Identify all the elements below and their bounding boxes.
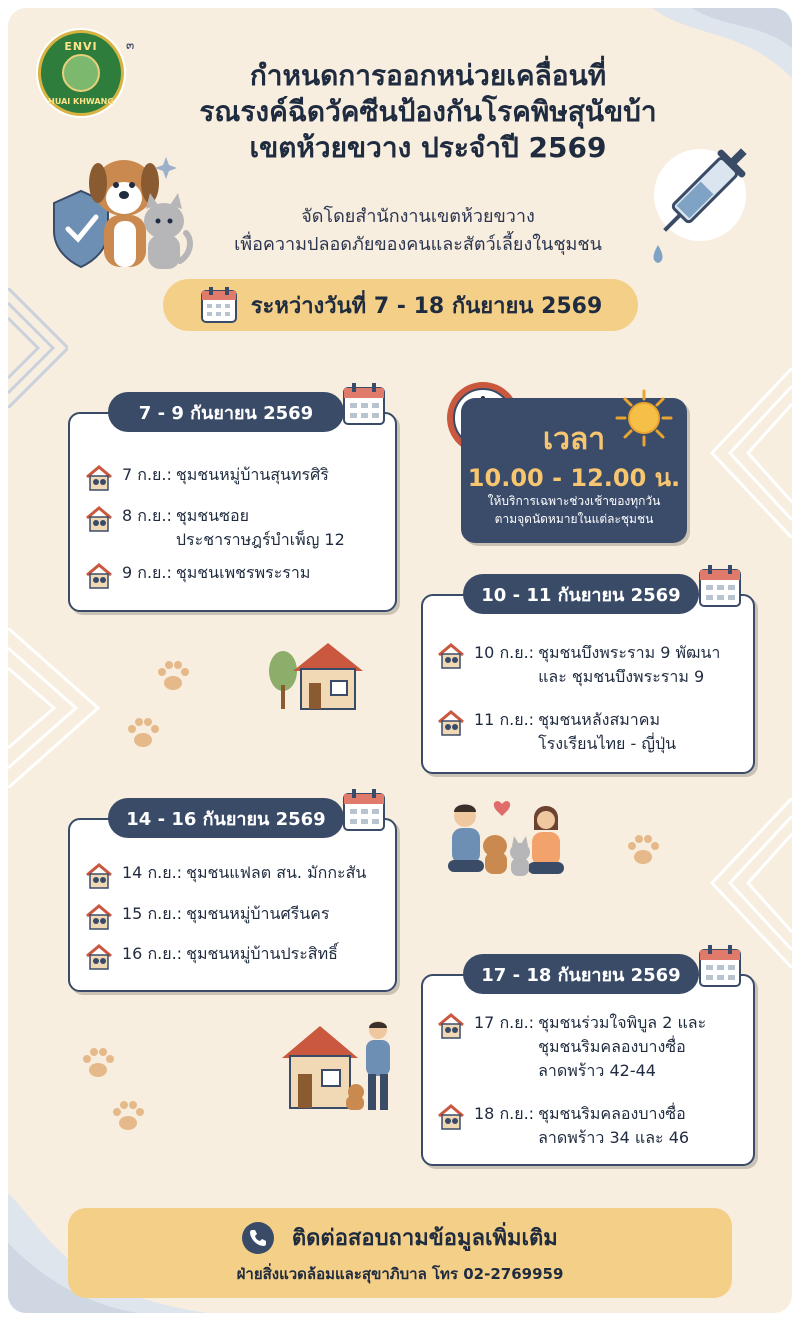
syringe-icon: [638, 133, 748, 268]
paw-print-icon: [108, 1096, 148, 1136]
decorative-stripes-left: [8, 288, 68, 408]
community-house-icon: [84, 504, 114, 534]
calendar-icon: [342, 788, 386, 832]
entry-day: 15 ก.ย.:: [122, 904, 183, 923]
calendar-icon: [698, 564, 742, 608]
paw-print-icon: [623, 830, 663, 870]
schedule-entry: [436, 641, 720, 689]
entry-place: ชุมชนริมคลองบางซื่อ ลาดพร้าว 34 และ 46: [538, 1104, 690, 1147]
house-man-dog-icon: [280, 1018, 400, 1113]
subtitle-line-2: เพื่อความปลอดภัยของคนและสัตว์เลี้ยงในชุมชน: [234, 234, 602, 255]
community-house-icon: [84, 561, 114, 591]
entry-day: 11 ก.ย.:: [474, 710, 535, 729]
entry-day: 8 ก.ย.:: [122, 506, 172, 525]
community-house-icon: [436, 1011, 466, 1041]
family-pets-icon: [440, 788, 570, 883]
entry-place: ชุมชนหมู่บ้านประสิทธิ์: [186, 944, 338, 963]
schedule-card-1-header: 7 - 9 กันยายน 2569: [108, 392, 344, 432]
schedule-card-4-header: 17 - 18 กันยายน 2569: [463, 954, 699, 994]
entry-place: ชุมชนแฟลต สน. มักกะสัน: [186, 863, 367, 882]
phone-icon: [242, 1222, 274, 1254]
community-house-icon: [436, 1102, 466, 1132]
community-house-icon: [84, 942, 114, 972]
paw-print-icon: [153, 656, 193, 696]
entry-place: ชุมชนเพชรพระราม: [175, 563, 311, 582]
entry-day: 16 ก.ย.:: [122, 944, 183, 963]
entry-day: 18 ก.ย.:: [474, 1104, 535, 1123]
logo-top-text: ENVI: [64, 40, 98, 53]
community-house-icon: [84, 902, 114, 932]
subtitle-line-1: จัดโดยสำนักงานเขตห้วยขวาง: [301, 206, 535, 227]
entry-day: 7 ก.ย.:: [122, 465, 172, 484]
contact-phone[interactable]: ฝ่ายสิ่งแวดล้อมและสุขาภิบาล โทร 02-2769959: [236, 1265, 564, 1283]
entry-day: 10 ก.ย.:: [474, 643, 535, 662]
calendar-icon: [199, 285, 239, 325]
title-line-2: รณรงค์ฉีดวัคซีนป้องกันโรคพิษสุนัขบ้า: [199, 95, 657, 128]
logo-seal-icon: [62, 54, 100, 92]
schedule-entry: [84, 942, 338, 972]
poster: [8, 8, 792, 1313]
time-note: [461, 492, 687, 528]
paw-print-icon: [78, 1043, 118, 1083]
title-line-3: เขตห้วยขวาง ประจำปี 2569: [249, 131, 607, 164]
community-house-icon: [84, 463, 114, 493]
entry-day: 17 ก.ย.:: [474, 1013, 535, 1032]
schedule-entry: [84, 561, 310, 591]
calendar-icon: [698, 944, 742, 988]
entry-place: ชุมชนหมู่บ้านสุนทรศิริ: [175, 465, 329, 484]
contact-title: ติดต่อสอบถามข้อมูลเพิ่มเติม: [291, 1226, 558, 1251]
time-label: เวลา: [542, 422, 606, 457]
schedule-entry: [84, 504, 345, 552]
time-note-line-1: ให้บริการเฉพาะช่วงเช้าของทุกวัน: [487, 494, 661, 508]
community-house-icon: [436, 641, 466, 671]
contact-banner: [68, 1208, 732, 1298]
time-note-line-2: ตามจุดนัดหมายในแต่ละชุมชน: [494, 512, 654, 526]
dog-cat-shield-icon: [46, 143, 196, 278]
schedule-entry: [84, 902, 329, 932]
logo-bottom-text: HUAI KHWANG: [48, 97, 114, 106]
schedule-entry: [436, 1011, 706, 1083]
schedule-entry: [84, 463, 329, 493]
entry-place: ชุมชนหมู่บ้านศรีนคร: [186, 904, 330, 923]
title-line-1: กำหนดการออกหน่วยเคลื่อนที่: [249, 59, 607, 92]
contact-title-row: [68, 1220, 732, 1255]
schedule-entry: [436, 1102, 689, 1150]
date-range-text: ระหว่างวันที่ 7 - 18 กันยายน 2569: [250, 293, 603, 319]
entry-place: ชุมชนหลังสมาคม โรงเรียนไทย - ญี่ปุ่น: [538, 710, 677, 753]
district-logo: [36, 28, 126, 118]
sun-icon: [614, 388, 674, 448]
schedule-entry: [84, 861, 366, 891]
calendar-icon: [342, 382, 386, 426]
page-subtitle: [188, 203, 648, 259]
house-tree-icon: [263, 633, 373, 713]
entry-day: 14 ก.ย.:: [122, 863, 183, 882]
logo-side-mark: ๓: [126, 38, 135, 52]
schedule-card-3-header: 14 - 16 กันยายน 2569: [108, 798, 344, 838]
date-range-banner: [163, 279, 638, 331]
decorative-stripes-right-lower: [702, 798, 792, 968]
community-house-icon: [436, 708, 466, 738]
community-house-icon: [84, 861, 114, 891]
entry-day: 9 ก.ย.:: [122, 563, 172, 582]
schedule-entry: [436, 708, 676, 756]
paw-print-icon: [123, 713, 163, 753]
time-value: 10.00 - 12.00 น.: [467, 464, 681, 492]
entry-place: ชุมชนบึงพระราม 9 พัฒนา และ ชุมชนบึงพระราม 9: [538, 643, 721, 686]
decorative-stripes-left-mid: [8, 628, 108, 788]
schedule-card-2-header: 10 - 11 กันยายน 2569: [463, 574, 699, 614]
page-title: [148, 58, 708, 166]
entry-place: ชุมชนซอย ประชาราษฎร์บำเพ็ญ 12: [175, 506, 345, 549]
entry-place: ชุมชนร่วมใจพิบูล 2 และ ชุมชนริมคลองบางซื่อ ลาดพร้าว 42-44: [538, 1013, 707, 1080]
decorative-stripes-right: [702, 368, 792, 538]
